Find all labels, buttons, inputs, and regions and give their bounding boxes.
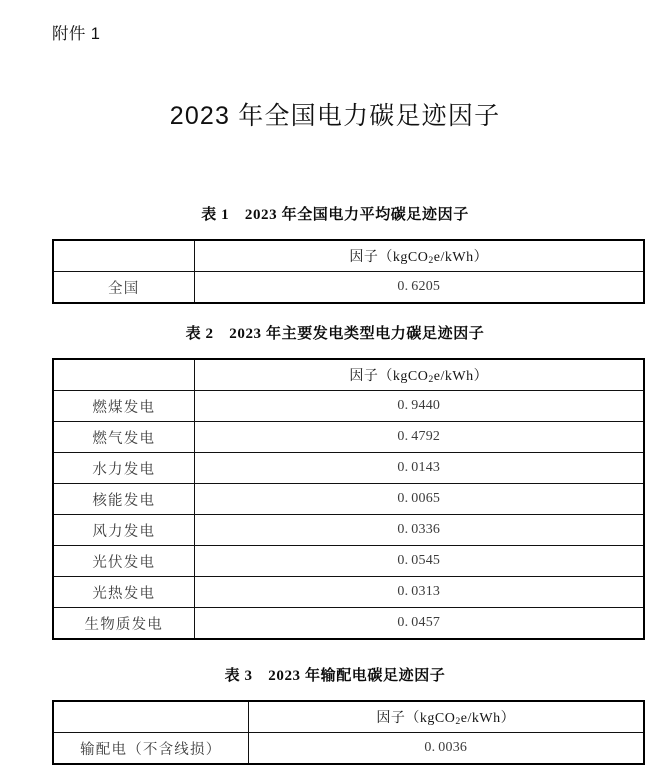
table-row [53,515,644,546]
row-value: 0. 0143 [194,453,644,484]
row-value: 0. 6205 [194,272,644,304]
table-row [53,272,644,304]
row-label: 光伏发电 [53,546,194,577]
table-transmission-distribution-factor [52,700,645,765]
table-row [53,391,644,422]
table-3-body [53,701,644,764]
table-generation-type-factors [52,358,645,640]
unit-subscript: 2 [455,716,461,728]
table-header-row [53,701,644,733]
table-header-row [53,240,644,272]
row-label: 燃煤发电 [53,391,194,422]
header-cell-unit: 因子（kgCO$_2$e/kWh） [194,240,644,272]
row-value: 0. 0065 [194,484,644,515]
header-cell-blank [53,359,194,391]
row-value: 0. 0457 [194,608,644,640]
table-1-body [53,240,644,303]
page-title: 2023 年全国电力碳足迹因子 [169,102,501,130]
header-cell-blank [53,240,194,272]
table-3-caption: 表 3 2023 年输配电碳足迹因子 [224,668,446,684]
row-value: 0. 0545 [194,546,644,577]
row-value: 0. 0336 [194,515,644,546]
row-label: 光热发电 [53,577,194,608]
table-row [53,546,644,577]
row-label: 生物质发电 [53,608,194,640]
attachment-label: 附件 1 [52,25,101,43]
table-row [53,484,644,515]
row-value: 0. 4792 [194,422,644,453]
table-row [53,577,644,608]
table-row [53,733,644,765]
table-row [53,422,644,453]
row-label: 水力发电 [53,453,194,484]
table-2-caption: 表 2 2023 年主要发电类型电力碳足迹因子 [185,326,485,342]
table-row [53,608,644,640]
table-row [53,453,644,484]
header-cell-unit: 因子（kgCO$_2$e/kWh） [248,701,644,733]
header-cell-blank [53,701,248,733]
table-1-caption: 表 1 2023 年全国电力平均碳足迹因子 [201,207,469,223]
row-label: 输配电（不含线损） [53,733,248,765]
row-value: 0. 9440 [194,391,644,422]
header-cell-unit: 因子（kgCO$_2$e/kWh） [194,359,644,391]
row-value: 0. 0313 [194,577,644,608]
table-header-row [53,359,644,391]
row-value: 0. 0036 [248,733,644,765]
row-label: 全国 [53,272,194,304]
row-label: 核能发电 [53,484,194,515]
unit-subscript: 2 [428,374,434,386]
table-national-average-factor [52,239,645,304]
table-2-body [53,359,644,639]
row-label: 风力发电 [53,515,194,546]
row-label: 燃气发电 [53,422,194,453]
unit-subscript: 2 [428,255,434,267]
